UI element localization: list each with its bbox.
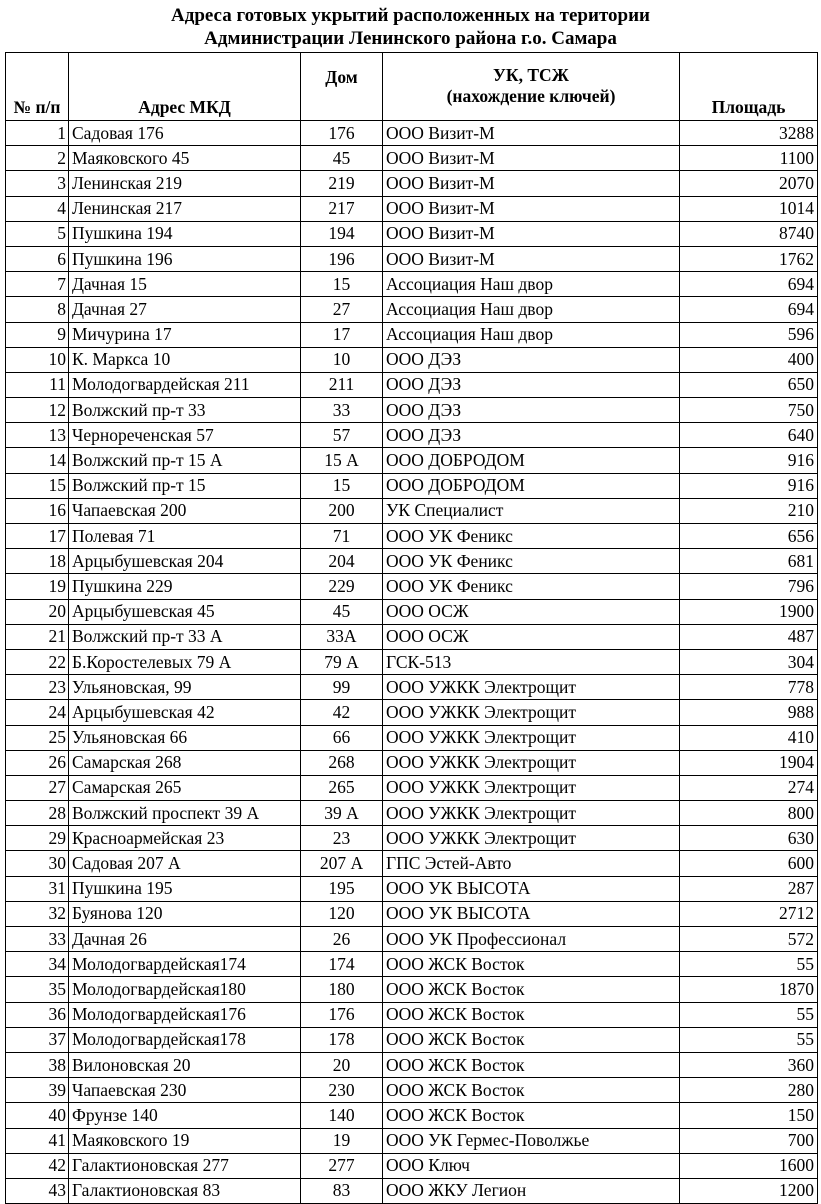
row-org: ООО ДОБРОДОМ [383,473,680,498]
row-org: ООО ЖСК Восток [383,952,680,977]
document-title-line-1: Адреса готовых укрытий расположенных на територии [170,5,650,26]
row-address: Фрунзе 140 [69,1103,301,1128]
row-house: 10 [301,347,383,372]
row-number: 29 [6,826,69,851]
row-address: Арцыбушевская 204 [69,549,301,574]
table-row [6,927,818,952]
row-org: ООО УК Феникс [383,524,680,549]
table-row [6,423,818,448]
row-area: 988 [680,700,818,725]
row-address: Молодогвардейская180 [69,977,301,1002]
row-org: ООО Ключ [383,1153,680,1178]
table-row [6,1153,818,1178]
row-org: ООО ЖСК Восток [383,1103,680,1128]
row-address: Ульяновская 66 [69,725,301,750]
row-house: 83 [301,1178,383,1203]
row-address: Молодогвардейская176 [69,1002,301,1027]
row-area: 1870 [680,977,818,1002]
row-org: ООО ЖСК Восток [383,1027,680,1052]
row-area: 55 [680,1002,818,1027]
row-house: 140 [301,1103,383,1128]
row-house: 71 [301,524,383,549]
header-address: Адрес МКД [69,53,301,121]
row-house: 265 [301,775,383,800]
row-org: Ассоциация Наш двор [383,297,680,322]
row-area: 694 [680,272,818,297]
row-address: Волжский пр-т 15 А [69,448,301,473]
row-org: ООО УК Профессионал [383,927,680,952]
row-house: 180 [301,977,383,1002]
row-address: Ульяновская, 99 [69,675,301,700]
row-house: 230 [301,1078,383,1103]
row-org: ООО УК Гермес-Поволжье [383,1128,680,1153]
row-number: 20 [6,599,69,624]
header-org-line-1: УК, ТСЖ [493,64,569,85]
table-row [6,700,818,725]
row-address: Вилоновская 20 [69,1052,301,1077]
row-house: 19 [301,1128,383,1153]
row-area: 210 [680,498,818,523]
table-row [6,801,818,826]
row-number: 28 [6,801,69,826]
row-address: Мичурина 17 [69,322,301,347]
row-org: ООО ОСЖ [383,624,680,649]
row-house: 211 [301,372,383,397]
row-number: 10 [6,347,69,372]
row-area: 1762 [680,246,818,271]
row-area: 304 [680,649,818,674]
row-area: 55 [680,952,818,977]
table-row [6,624,818,649]
row-number: 31 [6,876,69,901]
row-area: 400 [680,347,818,372]
row-house: 207 А [301,851,383,876]
header-house: Дом [301,53,383,121]
row-address: Самарская 268 [69,750,301,775]
row-address: Самарская 265 [69,775,301,800]
row-org: ООО УЖКК Электрощит [383,725,680,750]
row-address: Волжский пр-т 15 [69,473,301,498]
row-number: 17 [6,524,69,549]
row-number: 2 [6,146,69,171]
row-number: 6 [6,246,69,271]
row-area: 596 [680,322,818,347]
row-org: ООО Визит-М [383,221,680,246]
row-address: Полевая 71 [69,524,301,549]
row-org: ООО УК Феникс [383,549,680,574]
row-address: Буянова 120 [69,901,301,926]
shelters-table [5,52,818,1204]
table-row [6,1128,818,1153]
row-house: 99 [301,675,383,700]
row-org: ООО УЖКК Электрощит [383,826,680,851]
row-house: 66 [301,725,383,750]
row-area: 572 [680,927,818,952]
row-house: 27 [301,297,383,322]
row-number: 39 [6,1078,69,1103]
row-number: 32 [6,901,69,926]
row-house: 42 [301,700,383,725]
table-row [6,347,818,372]
row-org: ООО ЖКУ Легион [383,1178,680,1203]
row-area: 694 [680,297,818,322]
row-org: ООО ДЭЗ [383,347,680,372]
row-number: 5 [6,221,69,246]
row-number: 15 [6,473,69,498]
row-area: 55 [680,1027,818,1052]
table-row [6,272,818,297]
row-org: ООО УК Феникс [383,574,680,599]
table-row [6,1052,818,1077]
row-address: Ленинская 217 [69,196,301,221]
row-number: 27 [6,775,69,800]
row-house: 219 [301,171,383,196]
row-house: 79 А [301,649,383,674]
table-row [6,1078,818,1103]
row-address: Молодогвардейская 211 [69,372,301,397]
row-house: 15 [301,272,383,297]
row-org: ООО ЖСК Восток [383,1052,680,1077]
row-org: ООО УК ВЫСОТА [383,901,680,926]
row-area: 796 [680,574,818,599]
row-address: Пушкина 195 [69,876,301,901]
row-house: 195 [301,876,383,901]
table-row [6,498,818,523]
row-org: ООО ЖСК Восток [383,977,680,1002]
table-row [6,524,818,549]
row-number: 14 [6,448,69,473]
row-area: 650 [680,372,818,397]
row-number: 19 [6,574,69,599]
row-number: 42 [6,1153,69,1178]
row-address: Волжский пр-т 33 А [69,624,301,649]
row-org: ООО УЖКК Электрощит [383,700,680,725]
row-org: ГПС Эстей-Авто [383,851,680,876]
table-row [6,1027,818,1052]
row-house: 229 [301,574,383,599]
row-address: Волжский проспект 39 А [69,801,301,826]
row-address: Дачная 26 [69,927,301,952]
row-number: 11 [6,372,69,397]
document-title-line-2: Администрации Ленинского района г.о. Самара [204,28,617,49]
row-address: Дачная 27 [69,297,301,322]
row-house: 174 [301,952,383,977]
row-number: 43 [6,1178,69,1203]
row-house: 200 [301,498,383,523]
table-row [6,297,818,322]
row-org: ООО Визит-М [383,246,680,271]
row-area: 700 [680,1128,818,1153]
row-address: Чапаевская 200 [69,498,301,523]
row-house: 178 [301,1027,383,1052]
table-row [6,826,818,851]
row-house: 204 [301,549,383,574]
row-number: 21 [6,624,69,649]
row-house: 23 [301,826,383,851]
row-address: Б.Коростелевых 79 А [69,649,301,674]
row-address: Черноречeнская 57 [69,423,301,448]
row-area: 750 [680,398,818,423]
row-org: ООО УЖКК Электрощит [383,675,680,700]
table-row [6,372,818,397]
row-address: К. Маркса 10 [69,347,301,372]
row-org: ООО ДЭЗ [383,398,680,423]
row-number: 36 [6,1002,69,1027]
row-number: 23 [6,675,69,700]
row-number: 35 [6,977,69,1002]
row-area: 630 [680,826,818,851]
header-area: Площадь [680,53,818,121]
table-row [6,322,818,347]
row-house: 15 А [301,448,383,473]
row-area: 274 [680,775,818,800]
row-org: ООО Визит-М [383,171,680,196]
row-address: Галактионовская 83 [69,1178,301,1203]
row-area: 1600 [680,1153,818,1178]
row-address: Чапаевская 230 [69,1078,301,1103]
row-org: ООО ЖСК Восток [383,1002,680,1027]
row-address: Красноармейская 23 [69,826,301,851]
table-row [6,398,818,423]
row-house: 45 [301,599,383,624]
row-number: 40 [6,1103,69,1128]
row-address: Пушкина 229 [69,574,301,599]
row-house: 268 [301,750,383,775]
table-row [6,246,818,271]
table-row [6,221,818,246]
row-org: ООО Визит-М [383,196,680,221]
table-row [6,448,818,473]
row-number: 7 [6,272,69,297]
row-number: 1 [6,121,69,146]
row-number: 24 [6,700,69,725]
row-house: 45 [301,146,383,171]
row-address: Арцыбушевская 45 [69,599,301,624]
row-house: 196 [301,246,383,271]
row-org: ООО ОСЖ [383,599,680,624]
row-house: 57 [301,423,383,448]
row-number: 8 [6,297,69,322]
row-org: ООО ДОБРОДОМ [383,448,680,473]
table-row [6,750,818,775]
table-row [6,121,818,146]
table-row [6,599,818,624]
row-number: 3 [6,171,69,196]
row-number: 13 [6,423,69,448]
row-org: ООО Визит-М [383,146,680,171]
table-row [6,876,818,901]
row-area: 1900 [680,599,818,624]
row-address: Ленинская 219 [69,171,301,196]
row-area: 3288 [680,121,818,146]
row-area: 778 [680,675,818,700]
row-area: 600 [680,851,818,876]
table-row [6,775,818,800]
row-number: 16 [6,498,69,523]
row-house: 120 [301,901,383,926]
table-row [6,851,818,876]
row-house: 17 [301,322,383,347]
row-org: ГСК-513 [383,649,680,674]
row-house: 176 [301,121,383,146]
table-row [6,1002,818,1027]
row-org: ООО ДЭЗ [383,372,680,397]
row-number: 22 [6,649,69,674]
row-area: 487 [680,624,818,649]
row-number: 41 [6,1128,69,1153]
header-num: № п/п [6,53,69,121]
row-area: 287 [680,876,818,901]
row-org: ООО ЖСК Восток [383,1078,680,1103]
row-area: 360 [680,1052,818,1077]
row-address: Волжский пр-т 33 [69,398,301,423]
row-area: 916 [680,473,818,498]
row-area: 681 [680,549,818,574]
header-org-line-2: (нахождение ключей) [446,85,616,106]
table-row [6,171,818,196]
row-area: 1014 [680,196,818,221]
row-house: 217 [301,196,383,221]
row-org: ООО УЖКК Электрощит [383,801,680,826]
row-number: 30 [6,851,69,876]
table-row [6,675,818,700]
row-org: ООО УЖКК Электрощит [383,775,680,800]
table-row [6,574,818,599]
table-row [6,473,818,498]
row-number: 12 [6,398,69,423]
header-org [383,53,680,121]
row-number: 33 [6,927,69,952]
row-area: 280 [680,1078,818,1103]
row-house: 33А [301,624,383,649]
table-row [6,977,818,1002]
row-address: Арцыбушевская 42 [69,700,301,725]
row-address: Молодогвардейская174 [69,952,301,977]
row-address: Пушкина 196 [69,246,301,271]
row-area: 800 [680,801,818,826]
row-area: 916 [680,448,818,473]
row-number: 38 [6,1052,69,1077]
row-area: 656 [680,524,818,549]
table-row [6,1103,818,1128]
row-address: Маяковского 45 [69,146,301,171]
row-address: Молодогвардейская178 [69,1027,301,1052]
row-number: 26 [6,750,69,775]
row-address: Садовая 207 А [69,851,301,876]
row-house: 39 А [301,801,383,826]
row-number: 25 [6,725,69,750]
table-row [6,649,818,674]
row-address: Галактионовская 277 [69,1153,301,1178]
row-org: ООО УК ВЫСОТА [383,876,680,901]
row-house: 194 [301,221,383,246]
row-area: 8740 [680,221,818,246]
row-org: Ассоциация Наш двор [383,272,680,297]
row-area: 1100 [680,146,818,171]
table-row [6,549,818,574]
row-address: Маяковского 19 [69,1128,301,1153]
row-number: 18 [6,549,69,574]
row-number: 37 [6,1027,69,1052]
row-house: 15 [301,473,383,498]
row-area: 410 [680,725,818,750]
row-area: 2712 [680,901,818,926]
row-area: 1904 [680,750,818,775]
row-org: ООО Визит-М [383,121,680,146]
row-number: 9 [6,322,69,347]
row-address: Садовая 176 [69,121,301,146]
row-house: 33 [301,398,383,423]
row-number: 4 [6,196,69,221]
row-org: Ассоциация Наш двор [383,322,680,347]
row-number: 34 [6,952,69,977]
row-house: 20 [301,1052,383,1077]
table-header-row [6,53,818,121]
table-body [6,121,818,1204]
row-address: Дачная 15 [69,272,301,297]
row-area: 640 [680,423,818,448]
row-area: 150 [680,1103,818,1128]
table-row [6,146,818,171]
row-area: 2070 [680,171,818,196]
row-house: 277 [301,1153,383,1178]
table-row [6,196,818,221]
row-house: 176 [301,1002,383,1027]
row-area: 1200 [680,1178,818,1203]
row-address: Пушкина 194 [69,221,301,246]
row-org: УК Специалист [383,498,680,523]
row-org: ООО УЖКК Электрощит [383,750,680,775]
table-row [6,901,818,926]
row-house: 26 [301,927,383,952]
table-row [6,725,818,750]
table-row [6,952,818,977]
row-org: ООО ДЭЗ [383,423,680,448]
